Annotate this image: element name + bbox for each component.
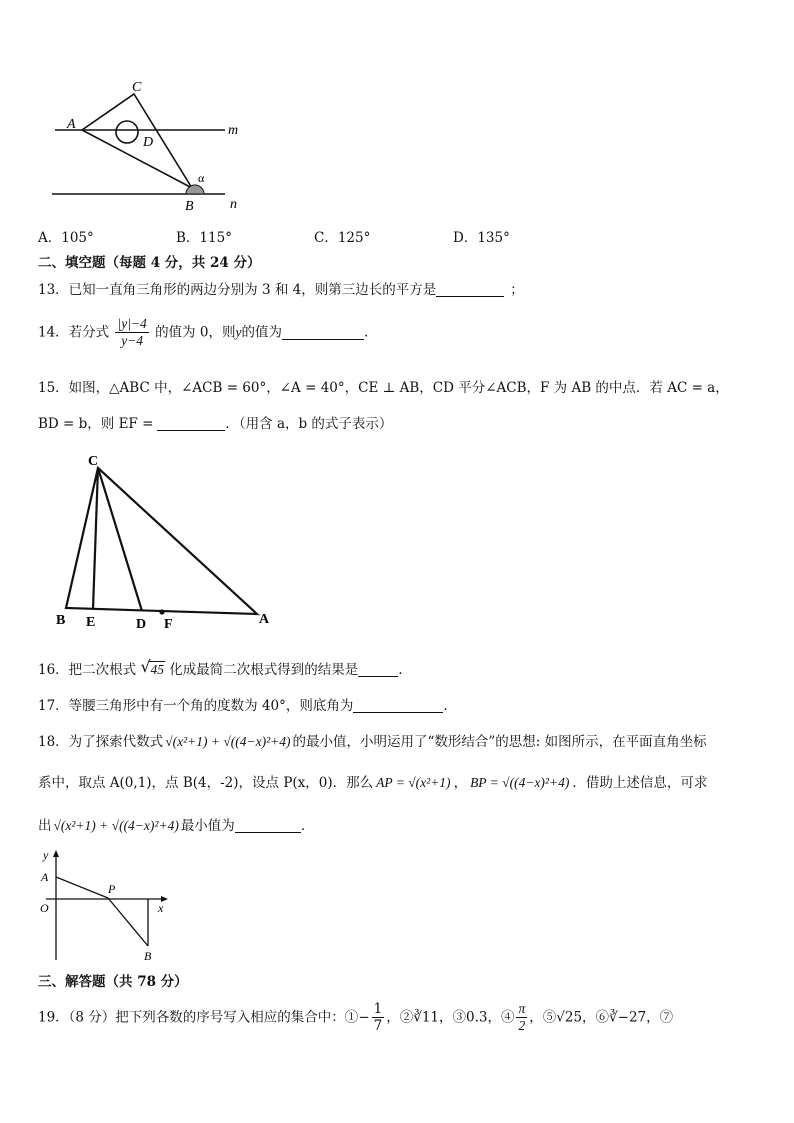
q18-line2-a: 系中，取点 A(0,1)，点 B(4，-2)，设点 P(x，0)．那么: [38, 775, 374, 791]
y-axis-arrow: [53, 850, 59, 857]
q18-ap: AP = √(x²+1): [376, 775, 451, 790]
label-P: P: [108, 882, 116, 896]
q16-prefix: 16．把二次根式: [38, 662, 137, 678]
figure-triangle-abc: [50, 448, 280, 633]
q14-fraction: [115, 316, 148, 349]
label-D: D: [136, 617, 147, 632]
q14-prefix: 14．若分式: [38, 324, 110, 341]
question-14: [38, 316, 368, 349]
label-F: F: [164, 617, 173, 632]
q18-line1-a: 18．为了探索代数式: [38, 734, 164, 750]
q18-expression-repeat: √(x²+1) + √((4−x)²+4): [53, 818, 179, 833]
q18-line3-b: 最小值为: [180, 818, 235, 834]
q14-suffix: 的值为: [241, 324, 282, 341]
q15-line2-b: ．（用含 a，b 的式子表示）: [225, 416, 393, 432]
q14-tail: .: [363, 324, 369, 341]
q17-answer-blank[interactable]: [353, 698, 443, 713]
q13-text: 13．已知一直角三角形的两边分别为 3 和 4，则第三边长的平方是: [38, 282, 437, 298]
label-A: A: [259, 612, 270, 627]
q18-line3-a: 出: [38, 818, 52, 834]
label-D: D: [143, 135, 154, 150]
q19-n6: ，⑥∛−27: [582, 1009, 647, 1026]
angle-marker-circle: [116, 121, 138, 143]
q18-line2-b: ．借助上述信息，可求: [572, 775, 708, 791]
q19-n7: ，⑦: [646, 1009, 674, 1026]
q17-tail: .: [443, 698, 448, 714]
question-18-line2: 系中，取点 A(0,1)，点 B(4，-2)，设点 P(x，0)．那么 AP = √(x²+1) ， BP = √((4−x)²+4) ．借助上述信息，可求: [38, 775, 708, 791]
segment-ap: [56, 877, 108, 898]
q19-fraction-4: [516, 1001, 527, 1034]
q19-n4-num: π: [518, 1001, 526, 1016]
q13-answer-blank[interactable]: [436, 282, 504, 297]
q18-bp: BP = √((4−x)²+4): [470, 775, 570, 790]
label-C: C: [132, 80, 142, 95]
q14-var: y: [235, 324, 242, 340]
question-18-line1: [38, 733, 707, 751]
section-title-solutions: 三、解答题（共 78 分）: [38, 974, 188, 990]
q19-n4-den: 2: [518, 1018, 526, 1033]
label-B: B: [56, 613, 66, 628]
q15-line2-a: BD = b，则 EF =: [38, 416, 154, 432]
label-n: n: [230, 197, 237, 212]
section-title-fill-blank: 二、填空题（每题 4 分，共 24 分）: [38, 255, 261, 271]
label-A: A: [41, 870, 49, 884]
label-C: C: [88, 454, 99, 469]
q16-tail: .: [398, 662, 403, 678]
q13-tail: ；: [510, 282, 524, 298]
option-a[interactable]: A．105°: [38, 230, 94, 246]
label-m: m: [228, 123, 239, 138]
q19-n1-sign: −: [358, 1009, 370, 1026]
point-f: [159, 609, 164, 614]
label-y: y: [43, 848, 49, 862]
question-13: [38, 281, 524, 299]
q19-fraction-1: [372, 1001, 385, 1034]
q19-n1-den: 7: [373, 1018, 383, 1034]
label-alpha: α: [198, 171, 205, 185]
question-18-line3: [38, 817, 314, 835]
question-15-line1: 15．如图，△ABC 中，∠ACB = 60°，∠A = 40°，CE ⊥ AB，CD 平分∠ACB，F 为 AB 的中点．若 AC = a，: [38, 380, 729, 396]
q14-middle: 的值为 0，则: [155, 324, 236, 341]
triangle-acb: [82, 94, 192, 188]
q18-expression: √(x²+1) + √((4−x)²+4): [165, 734, 291, 749]
question-15-line2: [38, 415, 392, 433]
segment-pb: [108, 898, 148, 946]
label-B: B: [185, 199, 194, 214]
q16-sqrt: √ 45: [140, 657, 164, 677]
q19-n3: ，③0.3，④: [439, 1009, 515, 1026]
q18-line1-b: 的最小值，小明运用了“数形结合”的思想: 如图所示，在平面直角坐标: [292, 734, 707, 750]
q16-radicand: 45: [150, 662, 164, 677]
option-c[interactable]: C．125°: [314, 230, 371, 246]
label-O: O: [40, 901, 49, 915]
label-E: E: [86, 615, 96, 630]
option-b[interactable]: B．115°: [176, 230, 232, 246]
q19-n2: ，②∛11: [386, 1009, 439, 1026]
q19-prefix: 19．（8 分）把下列各数的序号写入相应的集合中：①: [38, 1009, 359, 1026]
q14-denominator: y−4: [121, 333, 144, 348]
label-x: x: [158, 901, 164, 915]
q16-answer-blank[interactable]: [358, 662, 398, 677]
q19-n1-num: 1: [373, 1001, 383, 1017]
option-d[interactable]: D．135°: [453, 230, 510, 246]
q19-n5: ，⑤√25: [529, 1009, 583, 1026]
q14-answer-blank[interactable]: [282, 325, 364, 340]
q15-answer-blank[interactable]: [157, 416, 225, 431]
q16-suffix: 化成最简二次根式得到的结果是: [169, 662, 359, 678]
label-B: B: [144, 949, 152, 963]
q18-tail: ．: [300, 818, 315, 834]
question-16: [38, 657, 403, 679]
q17-text: 17．等腰三角形中有一个角的度数为 40°，则底角为: [38, 698, 354, 714]
question-19: [38, 1001, 673, 1034]
q18-answer-blank[interactable]: [235, 818, 301, 833]
question-17: [38, 697, 448, 715]
q14-numerator: |y|−4: [117, 316, 147, 331]
figure-parallel-lines-triangle: [40, 70, 260, 215]
label-A: A: [67, 117, 76, 132]
figure-coordinate-plane: [36, 848, 176, 966]
